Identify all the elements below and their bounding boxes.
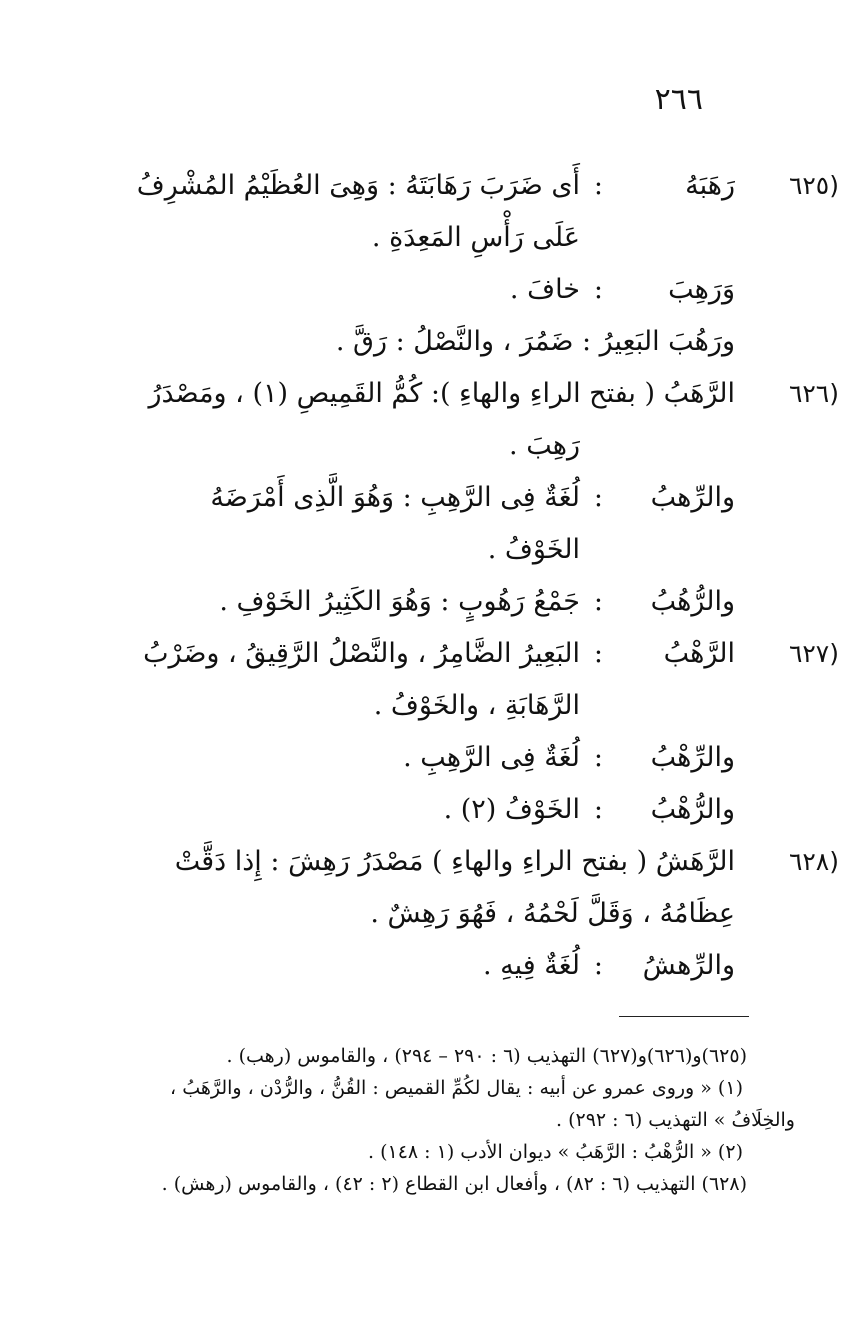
page-number: ٢٦٦ [654, 82, 703, 117]
colon: : [593, 274, 603, 305]
colon: : [593, 950, 603, 981]
definition: لُغَةٌ فِى الرَّهِبِ . [403, 742, 580, 773]
definition-continuation: الرَّهَابَةِ ، والخَوْفُ . [373, 690, 580, 721]
colon: : [593, 742, 603, 773]
entry-line [80, 940, 735, 992]
entry-text: ورَهُبَ البَعِيرُ : ضَمُرَ ، والنَّصْلُ : رَقَّ . [335, 326, 735, 357]
headword: والرِّهبُ [650, 482, 735, 513]
headword: والرِّهشُ [642, 950, 735, 981]
entry-line [80, 732, 735, 784]
colon: : [593, 586, 603, 617]
entry-line [80, 316, 735, 368]
entry-number: (٦٢٨ [788, 847, 839, 876]
footnote: (٢) « الرُّهْبُ : الرَّهَبُ » ديوان الأدب (١ : ١٤٨) . [368, 1141, 743, 1163]
footnote: (١) « وروى عمرو عن أبيه : يقال لكُمِّ القميص : القُنُّ ، والرُّدْن ، والرَّهَبُ ، [170, 1077, 743, 1099]
footnote: (٦٢٨) التهذيب (٦ : ٨٢) ، وأفعال ابن القطاع (٢ : ٤٢) ، والقاموس (رهش) . [161, 1173, 747, 1195]
entry-number: (٦٢٦ [788, 379, 839, 408]
entry-text: عِظَامُهُ ، وَقَلَّ لَحْمُهُ ، فَهُوَ رَهِشٌ . [370, 898, 735, 929]
colon: : [593, 638, 603, 669]
headword: الرَّهْبُ [663, 638, 735, 669]
headword: والرُّهُبُ [650, 586, 735, 617]
entry-text: الرَّهَبُ ( بفتح الراءِ والهاءِ ): كُمُّ القَمِيصِ (١) ، ومَصْدَرُ [148, 378, 735, 409]
entry-line [80, 264, 735, 316]
footnotes [79, 1040, 795, 1200]
footnote-continuation: والخِلَافُ » التهذيب (٦ : ٢٩٢) . [555, 1109, 795, 1131]
headword: رَهَبَهُ [685, 170, 735, 201]
entry-line [80, 212, 735, 264]
entry-line [80, 576, 735, 628]
definition: لُغَةٌ فِيهِ . [482, 950, 580, 981]
definition: جَمْعُ رَهُوبٍ : وَهُوَ الكَثِيرُ الخَوْفِ . [219, 586, 580, 617]
footnote-divider [619, 1016, 749, 1017]
headword: والرِّهْبُ [650, 742, 735, 773]
entry-line [80, 472, 735, 524]
colon: : [593, 794, 603, 825]
entry-line [80, 628, 839, 680]
definition-continuation: عَلَى رَأْسِ المَعِدَةِ . [371, 222, 580, 253]
footnote: (٦٢٥)و(٦٢٦)و(٦٢٧) التهذيب (٦ : ٢٩٠ – ٢٩٤) ، والقاموس (رهب) . [226, 1045, 747, 1067]
entry-number: (٦٢٧ [788, 639, 839, 668]
entry-line [80, 420, 735, 472]
headword: وَرَهِبَ [668, 274, 735, 305]
entry-number: (٦٢٥ [788, 171, 839, 200]
definition: لُغَةٌ فِى الرَّهِبِ : وَهُوَ الَّذِى أَمْرَضَهُ [210, 482, 580, 513]
definition-continuation: الخَوْفُ . [487, 534, 580, 565]
entry-text: الرَّهَشُ ( بفتح الراءِ والهاءِ ) مَصْدَرُ رَهِشَ : إِذا دَقَّتْ [174, 846, 735, 877]
dictionary-entries [80, 160, 839, 992]
headword: والرُّهْبُ [650, 794, 735, 825]
definition-continuation: رَهِبَ . [509, 430, 580, 461]
entry-line [80, 368, 839, 420]
definition: أَى ضَرَبَ رَهَابَتَهُ : وَهِىَ العُظَيْمُ المُشْرِفُ [136, 170, 580, 201]
entry-line [80, 160, 839, 212]
entry-line [80, 524, 735, 576]
entry-line [80, 836, 839, 888]
entry-line [80, 888, 735, 940]
definition: البَعِيرُ الضَّامِرُ ، والنَّصْلُ الرَّقِيقُ ، وضَرْبُ [143, 638, 580, 669]
colon: : [593, 170, 603, 201]
definition: الخَوْفُ (٢) . [443, 794, 580, 825]
definition: خافَ . [509, 274, 580, 305]
entry-line [80, 680, 735, 732]
entry-line [80, 784, 735, 836]
colon: : [593, 482, 603, 513]
